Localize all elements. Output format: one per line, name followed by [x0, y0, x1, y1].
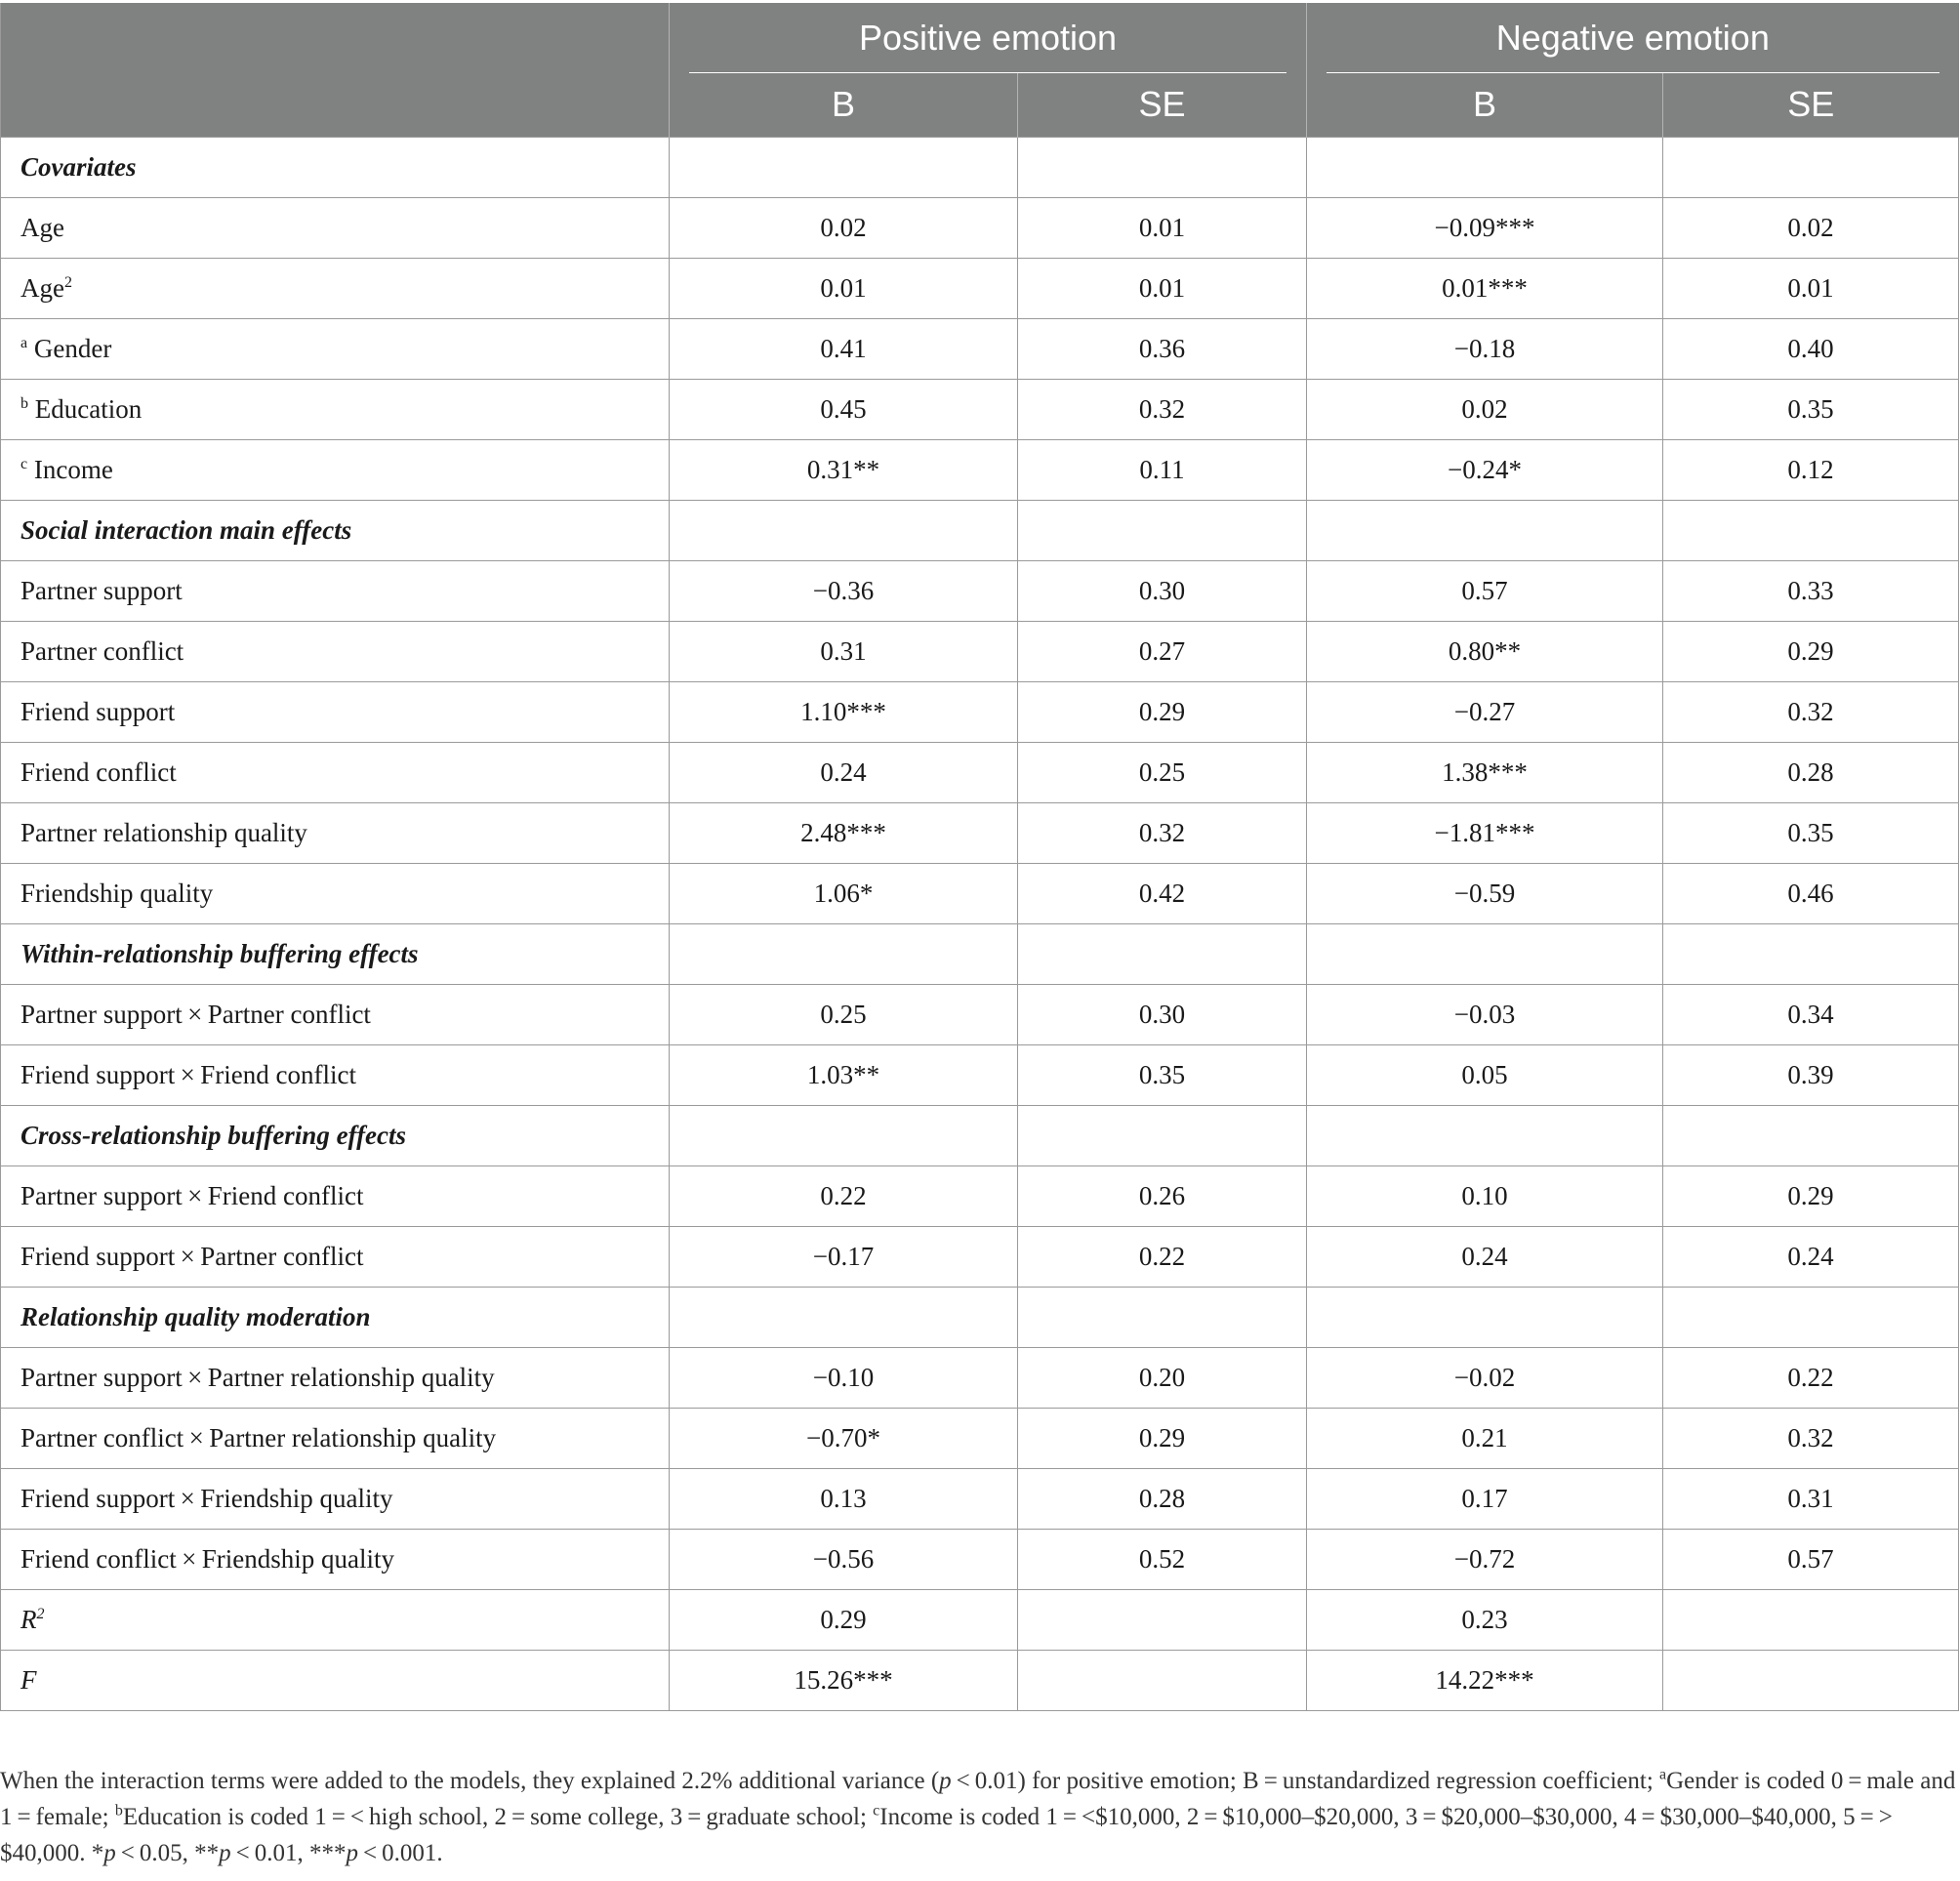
header-group-label: Negative emotion — [1495, 17, 1770, 58]
cell-neg-b: −1.81*** — [1307, 803, 1663, 864]
table-row — [1, 259, 1959, 319]
row-label: R — [20, 1605, 37, 1634]
row-label: Friend support × Partner conflict — [20, 1242, 364, 1271]
header-negative-b: B — [1307, 72, 1663, 138]
row-label-cell — [1, 380, 670, 440]
table-row — [1, 743, 1959, 803]
cell-neg-se — [1663, 1590, 1959, 1651]
cell-pos-se: 0.35 — [1018, 1045, 1307, 1106]
footnote-text: Gender is coded 0 = male and 1 = female; — [0, 1768, 1956, 1830]
footnote-sup: b — [114, 1802, 123, 1820]
row-label-cell — [1, 1348, 670, 1409]
cell-pos-se: 0.30 — [1018, 561, 1307, 622]
cell-pos-se: 0.26 — [1018, 1166, 1307, 1227]
cell-pos-se — [1018, 1651, 1307, 1711]
row-label-sup: b — [20, 395, 28, 412]
header-positive-b: B — [670, 72, 1018, 138]
cell-neg-b: −0.72 — [1307, 1530, 1663, 1590]
cell-neg-b — [1307, 1288, 1663, 1348]
footnote-sup: a — [1659, 1766, 1667, 1783]
cell-pos-b: −0.10 — [670, 1348, 1018, 1409]
header-positive-emotion — [670, 3, 1307, 72]
cell-neg-se: 0.33 — [1663, 561, 1959, 622]
row-label: Partner support × Partner relationship quality — [20, 1363, 495, 1392]
cell-pos-se — [1018, 1106, 1307, 1166]
row-label-cell — [1, 198, 670, 259]
cell-pos-se — [1018, 138, 1307, 198]
cell-neg-b: −0.27 — [1307, 682, 1663, 743]
cell-neg-se: 0.28 — [1663, 743, 1959, 803]
table-row — [1, 440, 1959, 501]
cell-neg-b: 0.24 — [1307, 1227, 1663, 1288]
table-row — [1, 1348, 1959, 1409]
cell-pos-b: 1.06* — [670, 864, 1018, 924]
cell-neg-se — [1663, 501, 1959, 561]
row-label: Covariates — [20, 152, 137, 182]
cell-neg-se: 0.01 — [1663, 259, 1959, 319]
cell-pos-se: 0.11 — [1018, 440, 1307, 501]
table-row — [1, 198, 1959, 259]
table-row — [1, 622, 1959, 682]
section-row — [1, 138, 1959, 198]
cell-pos-b: 0.31 — [670, 622, 1018, 682]
cell-pos-b: −0.56 — [670, 1530, 1018, 1590]
table-row — [1, 319, 1959, 380]
footnote-text: Income is coded 1 = <$10,000, 2 = $10,000–$20,000, 3 = $20,000–$30,000, 4 = $30,000–$40,000, 5 = > $40,000. * — [0, 1804, 1898, 1866]
header-corner-sub — [1, 72, 670, 138]
section-row — [1, 924, 1959, 985]
cell-pos-b: −0.17 — [670, 1227, 1018, 1288]
row-label-cell — [1, 864, 670, 924]
table-body — [1, 138, 1959, 1711]
footnote-text: < 0.05, ** — [115, 1840, 220, 1866]
cell-neg-b: −0.02 — [1307, 1348, 1663, 1409]
row-label: Friend conflict — [20, 757, 177, 787]
row-label: Age — [20, 213, 64, 242]
cell-pos-b: 1.10*** — [670, 682, 1018, 743]
table-row — [1, 1227, 1959, 1288]
row-label-cell — [1, 1651, 670, 1711]
cell-neg-se: 0.29 — [1663, 622, 1959, 682]
table-header — [1, 3, 1959, 138]
cell-pos-b: 0.45 — [670, 380, 1018, 440]
cell-neg-se: 0.35 — [1663, 803, 1959, 864]
section-row — [1, 1106, 1959, 1166]
cell-pos-b: 0.31** — [670, 440, 1018, 501]
cell-pos-b: 0.01 — [670, 259, 1018, 319]
cell-pos-b — [670, 138, 1018, 198]
table-row — [1, 561, 1959, 622]
row-label-cell — [1, 259, 670, 319]
cell-neg-b: −0.03 — [1307, 985, 1663, 1045]
cell-pos-b: 1.03** — [670, 1045, 1018, 1106]
table-row — [1, 1590, 1959, 1651]
cell-neg-se: 0.57 — [1663, 1530, 1959, 1590]
row-label: Partner support — [20, 576, 183, 605]
row-label-cell — [1, 985, 670, 1045]
row-label: Friend support × Friendship quality — [20, 1484, 393, 1513]
cell-neg-se: 0.34 — [1663, 985, 1959, 1045]
row-label-cell — [1, 743, 670, 803]
cell-neg-se — [1663, 1288, 1959, 1348]
table-row — [1, 1045, 1959, 1106]
cell-pos-se: 0.32 — [1018, 380, 1307, 440]
row-label: Partner conflict × Partner relationship quality — [20, 1423, 497, 1452]
cell-neg-se: 0.29 — [1663, 1166, 1959, 1227]
cell-neg-b: −0.09*** — [1307, 198, 1663, 259]
table-row — [1, 985, 1959, 1045]
row-label: Age — [20, 273, 64, 303]
footnote-text: Education is coded 1 = < high school, 2 = some college, 3 = graduate school; — [122, 1804, 874, 1830]
table-row — [1, 1166, 1959, 1227]
cell-pos-b — [670, 924, 1018, 985]
cell-pos-se: 0.29 — [1018, 682, 1307, 743]
table-row — [1, 864, 1959, 924]
header-negative-emotion — [1307, 3, 1959, 72]
cell-pos-b — [670, 1106, 1018, 1166]
row-label: Cross-relationship buffering effects — [20, 1121, 407, 1150]
footnote-p: p — [103, 1840, 116, 1866]
row-label-cell — [1, 1530, 670, 1590]
section-row — [1, 501, 1959, 561]
row-label: Friend support — [20, 697, 176, 726]
header-group-label: Positive emotion — [858, 17, 1118, 58]
header-negative-se: SE — [1663, 72, 1959, 138]
cell-neg-se: 0.22 — [1663, 1348, 1959, 1409]
row-label: Friendship quality — [20, 879, 214, 908]
cell-pos-b: 0.29 — [670, 1590, 1018, 1651]
table-row — [1, 1530, 1959, 1590]
footnote-text: When the interaction terms were added to the models, they explained 2.2% additional variance ( — [0, 1768, 940, 1794]
row-label-cell — [1, 138, 670, 198]
table-footnote — [0, 1763, 1958, 1871]
cell-pos-se: 0.42 — [1018, 864, 1307, 924]
row-label-cell — [1, 1106, 670, 1166]
footnote-p: p — [219, 1840, 231, 1866]
row-label-cell — [1, 1288, 670, 1348]
cell-pos-b — [670, 501, 1018, 561]
cell-pos-b: 0.24 — [670, 743, 1018, 803]
row-label: Social interaction main effects — [20, 515, 352, 545]
table-row — [1, 803, 1959, 864]
cell-neg-se: 0.39 — [1663, 1045, 1959, 1106]
row-label-cell — [1, 319, 670, 380]
cell-neg-b: 0.02 — [1307, 380, 1663, 440]
cell-pos-b: 2.48*** — [670, 803, 1018, 864]
footnote-p: p — [939, 1768, 952, 1794]
cell-neg-b: 0.10 — [1307, 1166, 1663, 1227]
cell-pos-se: 0.28 — [1018, 1469, 1307, 1530]
row-label: Partner support × Friend conflict — [20, 1181, 364, 1210]
row-label-cell — [1, 1227, 670, 1288]
cell-pos-b: 0.22 — [670, 1166, 1018, 1227]
cell-neg-b — [1307, 138, 1663, 198]
table-row — [1, 1469, 1959, 1530]
cell-pos-se — [1018, 1288, 1307, 1348]
row-label-cell — [1, 1590, 670, 1651]
cell-neg-b: 1.38*** — [1307, 743, 1663, 803]
cell-pos-b: 0.41 — [670, 319, 1018, 380]
cell-neg-b: 0.05 — [1307, 1045, 1663, 1106]
row-label: Income — [27, 455, 113, 484]
row-label-cell — [1, 803, 670, 864]
table-row — [1, 1409, 1959, 1469]
cell-neg-b: 0.21 — [1307, 1409, 1663, 1469]
cell-neg-se: 0.24 — [1663, 1227, 1959, 1288]
cell-neg-b: 0.80** — [1307, 622, 1663, 682]
cell-pos-b: −0.70* — [670, 1409, 1018, 1469]
table-row — [1, 682, 1959, 743]
cell-neg-se: 0.46 — [1663, 864, 1959, 924]
row-label: Within-relationship buffering effects — [20, 939, 419, 968]
row-label-sup: a — [20, 335, 28, 351]
row-label-cell — [1, 682, 670, 743]
cell-pos-se: 0.30 — [1018, 985, 1307, 1045]
cell-neg-se — [1663, 924, 1959, 985]
cell-neg-b: 14.22*** — [1307, 1651, 1663, 1711]
row-label-cell — [1, 1409, 670, 1469]
cell-pos-se — [1018, 1590, 1307, 1651]
cell-pos-se: 0.36 — [1018, 319, 1307, 380]
cell-neg-b: 0.23 — [1307, 1590, 1663, 1651]
cell-pos-se: 0.29 — [1018, 1409, 1307, 1469]
cell-neg-se: 0.02 — [1663, 198, 1959, 259]
row-label-cell — [1, 1045, 670, 1106]
cell-neg-se — [1663, 138, 1959, 198]
cell-pos-b — [670, 1288, 1018, 1348]
section-row — [1, 1288, 1959, 1348]
cell-neg-b — [1307, 1106, 1663, 1166]
row-label-cell — [1, 924, 670, 985]
footnote-p: p — [346, 1840, 358, 1866]
footnote-text: < 0.01) for positive emotion; B = unstandardized regression coefficient; — [951, 1768, 1660, 1794]
row-label: Partner conflict — [20, 636, 184, 666]
row-label-cell — [1, 561, 670, 622]
cell-pos-b: 0.02 — [670, 198, 1018, 259]
footnote-text: < 0.01, *** — [230, 1840, 347, 1866]
cell-pos-b: −0.36 — [670, 561, 1018, 622]
table-row — [1, 1651, 1959, 1711]
cell-pos-b: 0.13 — [670, 1469, 1018, 1530]
cell-neg-se: 0.12 — [1663, 440, 1959, 501]
cell-pos-se: 0.01 — [1018, 198, 1307, 259]
cell-pos-se — [1018, 501, 1307, 561]
header-corner — [1, 3, 670, 72]
cell-pos-se: 0.25 — [1018, 743, 1307, 803]
row-label-cell — [1, 440, 670, 501]
row-label-cell — [1, 1166, 670, 1227]
cell-neg-b: 0.01*** — [1307, 259, 1663, 319]
row-label: Relationship quality moderation — [20, 1302, 371, 1331]
cell-neg-b: −0.24* — [1307, 440, 1663, 501]
row-label: Friend support × Friend conflict — [20, 1060, 356, 1089]
cell-neg-b — [1307, 924, 1663, 985]
cell-pos-se: 0.01 — [1018, 259, 1307, 319]
row-label: Education — [28, 394, 143, 424]
cell-neg-se: 0.32 — [1663, 1409, 1959, 1469]
row-label-cell — [1, 1469, 670, 1530]
cell-neg-b: −0.59 — [1307, 864, 1663, 924]
row-label-sup: 2 — [63, 274, 72, 291]
cell-neg-b — [1307, 501, 1663, 561]
regression-table — [0, 3, 1959, 1711]
cell-pos-se: 0.52 — [1018, 1530, 1307, 1590]
row-label-sup: 2 — [36, 1606, 45, 1622]
row-label: Friend conflict × Friendship quality — [20, 1544, 394, 1574]
footnote-text: < 0.001. — [357, 1840, 443, 1866]
cell-neg-se: 0.35 — [1663, 380, 1959, 440]
row-label-cell — [1, 622, 670, 682]
table-row — [1, 380, 1959, 440]
cell-pos-se: 0.32 — [1018, 803, 1307, 864]
cell-neg-se — [1663, 1106, 1959, 1166]
cell-pos-se: 0.22 — [1018, 1227, 1307, 1288]
cell-pos-b: 0.25 — [670, 985, 1018, 1045]
row-label: F — [20, 1665, 37, 1695]
cell-neg-b: 0.17 — [1307, 1469, 1663, 1530]
cell-pos-se — [1018, 924, 1307, 985]
cell-neg-b: 0.57 — [1307, 561, 1663, 622]
row-label: Partner relationship quality — [20, 818, 307, 847]
row-label: Gender — [27, 334, 112, 363]
cell-neg-se: 0.31 — [1663, 1469, 1959, 1530]
cell-pos-se: 0.27 — [1018, 622, 1307, 682]
row-label-cell — [1, 501, 670, 561]
cell-neg-se: 0.32 — [1663, 682, 1959, 743]
cell-pos-b: 15.26*** — [670, 1651, 1018, 1711]
footnote-sup: c — [873, 1802, 880, 1820]
cell-pos-se: 0.20 — [1018, 1348, 1307, 1409]
cell-neg-se: 0.40 — [1663, 319, 1959, 380]
row-label-sup: c — [20, 456, 28, 472]
row-label: Partner support × Partner conflict — [20, 1000, 371, 1029]
cell-neg-se — [1663, 1651, 1959, 1711]
cell-neg-b: −0.18 — [1307, 319, 1663, 380]
header-positive-se: SE — [1018, 72, 1307, 138]
